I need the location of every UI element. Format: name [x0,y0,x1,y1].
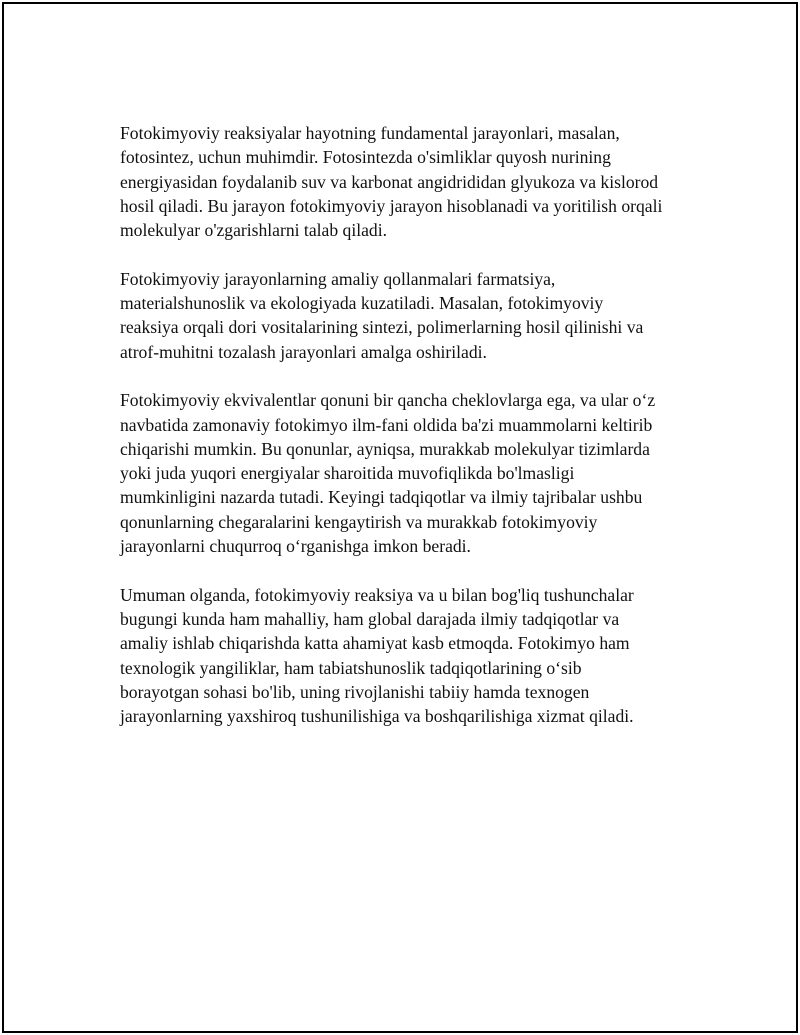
paragraph-4: Umuman olganda, fotokimyoviy reaksiya va u bilan bog'liq tushunchalar bugungi kunda ham mahalliy, ham global darajada ilmiy tadqiqotlar va amaliy ishlab chiqarishda katta ahamiyat kasb etmoqda. Fotokimyo ham texnologik yangiliklar, ham tabiatshunoslik tadqiqotlarining o‘sib borayotgan sohasi bo'lib, uning rivojlanishi tabiiy hamda texnogen jarayonlarning yaxshiroq tushunilishiga va boshqarilishiga xizmat qiladi. [120,584,634,727]
paragraph-3: Fotokimyoviy ekvivalentlar qonuni bir qancha cheklovlarga ega, va ular o‘z navbatida zamonaviy fotokimyo ilm-fani oldida ba'zi muammolarni keltirib chiqarishi mumkin. Bu qonunlar, ayniqsa, murakkab molekulyar tizimlarda yoki juda yuqori energiyalar sharoitida muvofiqlikda bo'lmasligi mumkinligini nazarda tutadi. Keyingi tadqiqotlar va ilmiy tajribalar ushbu qonunlarning chegaralarini kengaytirish va murakkab fotokimyoviy jarayonlarni chuqurroq o‘rganishga imkon beradi. [120,390,656,557]
document-body [120,121,700,728]
paragraph-2: Fotokimyoviy jarayonlarning amaliy qollanmalari farmatsiya, materialshunoslik va ekologiyada kuzatiladi. Masalan, fotokimyoviy reaksiya orqali dori vositalarining sintezi, polimerlarning hosil qilinishi va atrof-muhitni tozalash jarayonlari amalga oshiriladi. [120,268,644,362]
document-page [2,2,798,1033]
paragraph-1: Fotokimyoviy reaksiyalar hayotning fundamental jarayonlari, masalan, fotosintez, uchun muhimdir. Fotosintezda o'simliklar quyosh nurining energiyasidan foydalanib suv va karbonat angidrididan glyukoza va kislorod hosil qiladi. Bu jarayon fotokimyoviy jarayon hisoblanadi va yoritilish orqali molekulyar o'zgarishlarni talab qiladi. [120,123,663,241]
